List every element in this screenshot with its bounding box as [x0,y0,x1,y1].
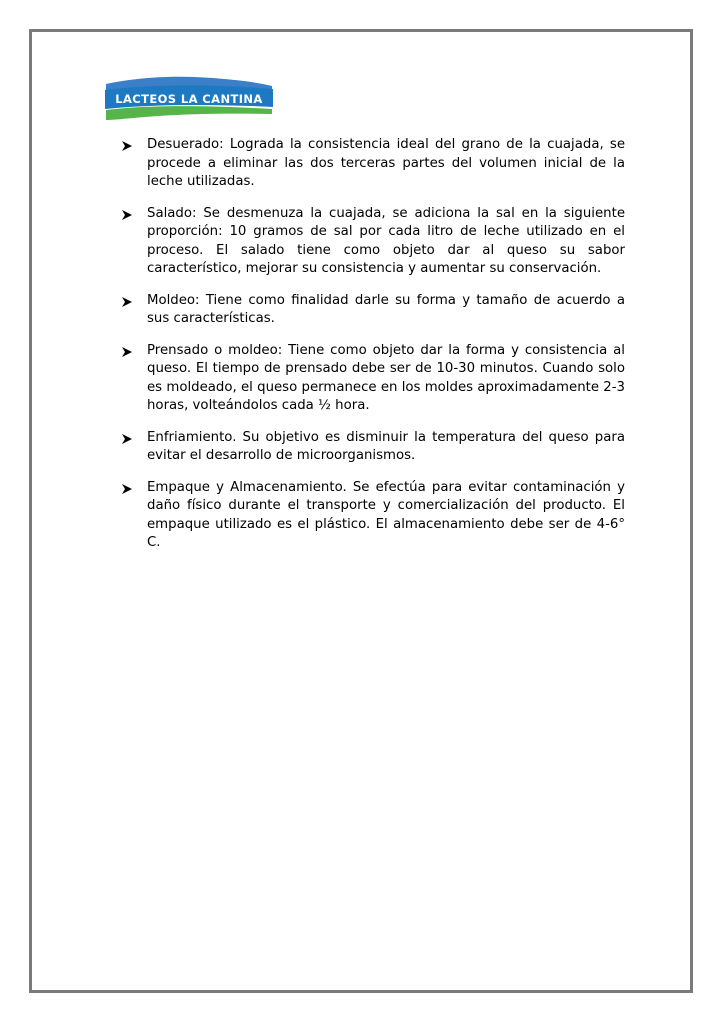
arrowhead-bullet-icon [121,483,133,495]
arrowhead-bullet-icon [121,296,133,308]
list-item-text: Moldeo: Tiene como finalidad darle su forma y tamaño de acuerdo a sus características. [147,292,625,326]
list-item-text: Prensado o moldeo: Tiene como objeto dar la forma y consistencia al queso. El tiempo de prensado debe ser de 10-30 minutos. Cuando solo es moldeado, el queso permanece en los moldes aproximadamente 2-3 horas, volteándolos cada ½ hora. [147,342,625,413]
list-item-text: Salado: Se desmenuza la cuajada, se adiciona la sal en la siguiente proporción: 10 gramos de sal por cada litro de leche utilizado en el proceso. El salado tiene como objeto dar al queso su sabor característico, mejorar su consistencia y aumentar su conservación. [147,205,625,276]
list-item-prensado [120,342,625,416]
logo-bottom-wave [106,106,272,120]
company-logo [104,76,274,124]
arrowhead-bullet-icon [121,346,133,358]
arrowhead-bullet-icon [121,433,133,445]
company-logo-graphic [104,76,274,124]
arrowhead-bullet-icon [121,140,133,152]
logo-text: LACTEOS LA CANTINA [115,92,263,106]
list-item-moldeo [120,292,625,329]
list-item-text: Enfriamiento. Su objetivo es disminuir la temperatura del queso para evitar el desarrollo de microorganismos. [147,429,625,463]
list-item-empaque [120,479,625,553]
list-item-desuerado [120,136,625,192]
list-item-enfriamiento [120,429,625,466]
list-item-text: Empaque y Almacenamiento. Se efectúa para evitar contaminación y daño físico durante el transporte y comercialización del producto. El empaque utilizado es el plástico. El almacenamiento debe ser de 4-6° C. [147,479,625,550]
arrowhead-bullet-icon [121,209,133,221]
process-steps [120,136,625,566]
bullet-list [120,136,625,553]
list-item-salado [120,205,625,279]
list-item-text: Desuerado: Lograda la consistencia ideal del grano de la cuajada, se procede a eliminar las dos terceras partes del volumen inicial de la leche utilizadas. [147,137,625,189]
